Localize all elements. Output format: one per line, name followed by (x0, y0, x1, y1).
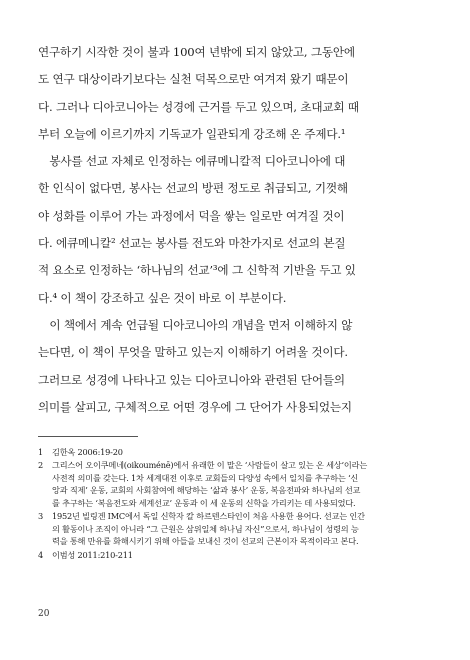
footnote-text-line: 사전적 의미를 갖는다. 1차 세계대전 이후로 교회들의 다양성 속에서 일치를 추구하는 ‘신 (52, 472, 359, 483)
text-line: 연구하기 시작한 것이 불과 100여 년밖에 되지 않았고, 그동안에 (38, 45, 355, 59)
text-line: 의미를 살피고, 구체적으로 어떤 경우에 그 단어가 사용되었는지 (38, 399, 352, 414)
footnote-rule (38, 436, 138, 437)
footnote-1 (38, 446, 434, 459)
text-line: 봉사를 선교 자체로 인정하는 에큐메니칼적 디아코니아에 대 (38, 154, 346, 169)
text-line: 적 요소로 인정하는 ‘하나님의 선교’³에 그 신학적 기반을 두고 있 (38, 263, 356, 278)
text-line: 다. 에큐메니칼² 선교는 봉사를 전도와 마찬가지로 선교의 본질 (38, 236, 346, 251)
footnote-4 (38, 549, 434, 562)
footnote-number: 2 (38, 460, 44, 471)
text-line: 는다면, 이 책이 무엇을 말하고 있는지 이해하기 어려울 것이다. (38, 345, 348, 360)
footnote-text-line: 김한옥 2006:19-20 (52, 447, 123, 457)
footnote-text-line: 이범성 2011:210-211 (52, 549, 133, 560)
text-line: 부터 오늘에 이르기까지 기독교가 일관되게 강조해 온 주제다.¹ (38, 126, 346, 141)
footnote-3 (38, 510, 434, 548)
footnote-text-line: 력을 통해 만유를 화해시키기 위해 아들을 보내신 것이 선교의 근본이자 목적이라고 본다. (52, 536, 359, 547)
text-line: 다.⁴ 이 책이 강조하고 싶은 것이 바로 이 부분이다. (38, 290, 287, 305)
footnote-text-line: 그리스어 오이쿠메네(oikouménē)에서 유래한 이 말은 ‘사람들이 살고 있는 온 세상’이라는 (52, 460, 368, 471)
text-line: 도 연구 대상이라기보다는 실천 덕목으로만 여겨져 왔기 때문이 (38, 72, 349, 87)
main-text (38, 39, 434, 421)
footnote-number: 4 (38, 549, 44, 560)
footnote-number: 1 (38, 447, 44, 457)
text-line: 한 인식이 없다면, 봉사는 선교의 방편 정도로 취급되고, 기껏해 (38, 181, 348, 196)
text-line: 그러므로 성경에 나타나고 있는 디아코니아와 관련된 단어들의 (38, 372, 345, 387)
footnote-number: 3 (38, 511, 44, 522)
footnote-2 (38, 459, 434, 509)
footnote-text-line: 를 추구하는 ‘복음전도와 세계선교’ 운동과 이 세 운동의 신학을 가리키는 데 사용되었다. (52, 497, 356, 508)
footnote-text-line: 의 활동이나 조직이 아니라 “그 근원은 삼위일체 하나님 자신”으로서, 하나님이 성령의 능 (52, 523, 359, 534)
text-line: 다. 그러나 디아코니아는 성경에 근거를 두고 있으며, 초대교회 때 (38, 99, 359, 114)
text-line: 이 책에서 계속 언급될 디아코니아의 개념을 먼저 이해하지 않 (38, 317, 353, 332)
footnote-text-line: 1952년 빌링겐 IMC에서 독일 신학자 칼 하르텐스타인이 처음 사용한 용어다. 선교는 인간 (52, 511, 365, 522)
footnote-text-line: 앙과 직제’ 운동, 교회의 사회참여에 해당하는 ‘삶과 봉사’ 운동, 복음전파와 하나님의 선교 (52, 485, 361, 496)
footnotes (38, 446, 434, 561)
page-number: 20 (38, 609, 50, 619)
text-line: 야 성화를 이루어 가는 과정에서 덕을 쌓는 일로만 여겨질 것이 (38, 208, 345, 223)
